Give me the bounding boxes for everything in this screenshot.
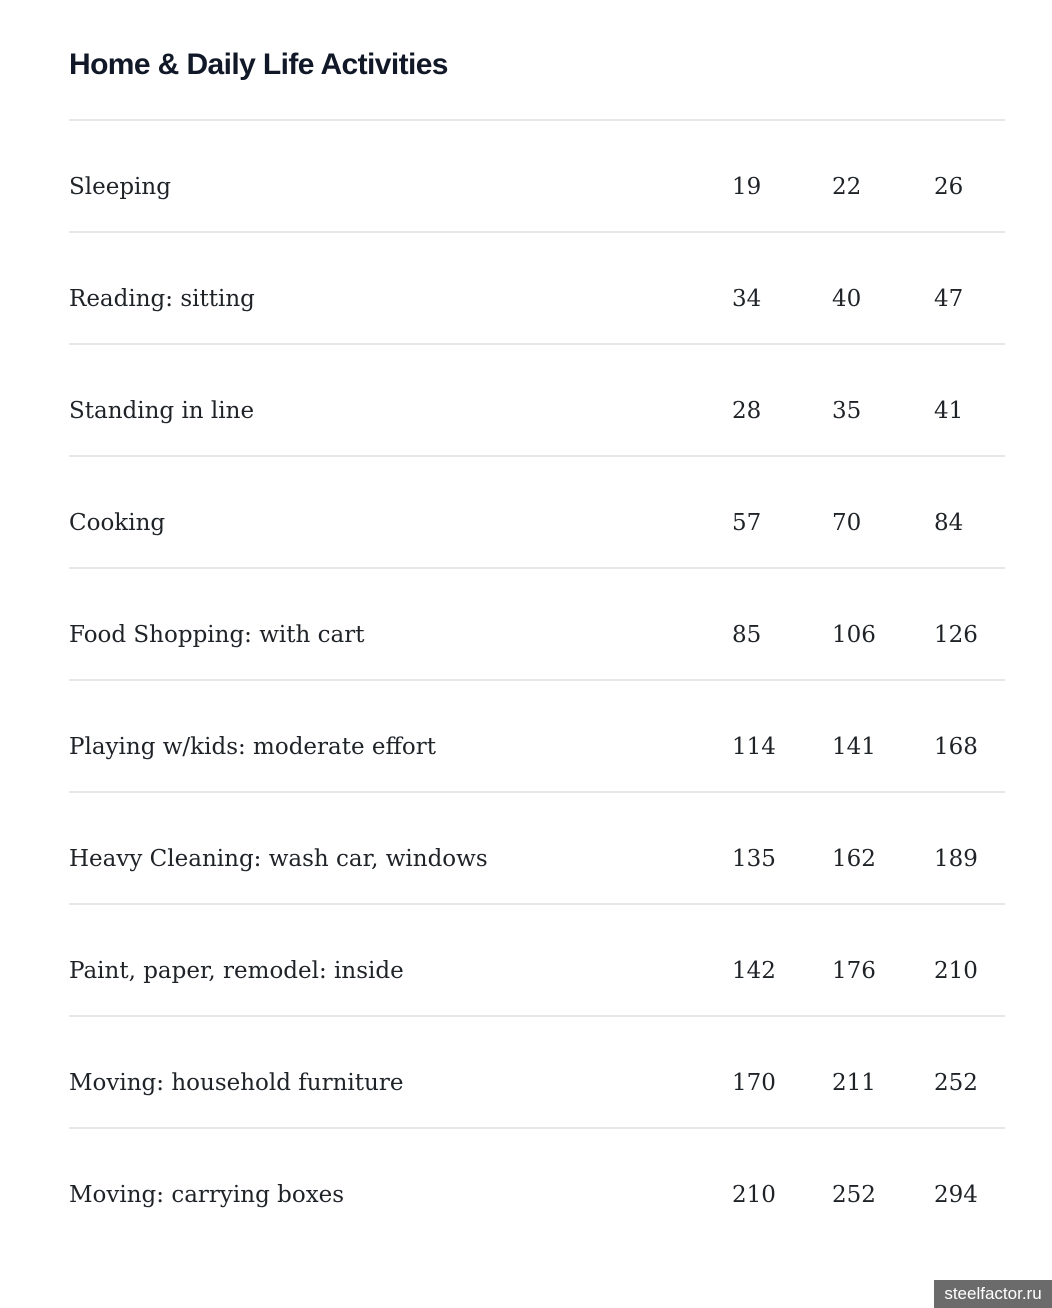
value-cell: 135 <box>732 846 776 872</box>
table-row <box>69 905 1005 1017</box>
activity-name: Moving: household furniture <box>69 1070 404 1096</box>
value-cell: 57 <box>732 510 762 536</box>
activity-name: Paint, paper, remodel: inside <box>69 958 404 984</box>
watermark: steelfactor.ru <box>934 1280 1052 1308</box>
value-cell: 189 <box>934 846 978 872</box>
activity-name: Food Shopping: with cart <box>69 622 365 648</box>
value-cell: 252 <box>832 1182 876 1208</box>
table-row <box>69 793 1005 905</box>
table-row <box>69 1017 1005 1129</box>
value-cell: 211 <box>832 1070 876 1096</box>
table-row <box>69 1129 1005 1239</box>
value-cell: 47 <box>934 286 964 312</box>
value-cell: 114 <box>732 734 776 760</box>
table-row <box>69 233 1005 345</box>
value-cell: 35 <box>832 398 862 424</box>
value-cell: 34 <box>732 286 762 312</box>
activity-name: Moving: carrying boxes <box>69 1182 345 1208</box>
activity-name: Sleeping <box>69 174 171 200</box>
table-row <box>69 345 1005 457</box>
value-cell: 210 <box>934 958 978 984</box>
value-cell: 252 <box>934 1070 978 1096</box>
activity-name: Heavy Cleaning: wash car, windows <box>69 846 488 872</box>
value-cell: 41 <box>934 398 964 424</box>
activity-name: Playing w/kids: moderate effort <box>69 734 436 760</box>
value-cell: 85 <box>732 622 762 648</box>
value-cell: 84 <box>934 510 964 536</box>
value-cell: 106 <box>832 622 876 648</box>
value-cell: 28 <box>732 398 762 424</box>
value-cell: 142 <box>732 958 776 984</box>
activity-name: Reading: sitting <box>69 286 255 312</box>
value-cell: 70 <box>832 510 862 536</box>
value-cell: 294 <box>934 1182 978 1208</box>
value-cell: 176 <box>832 958 876 984</box>
value-cell: 170 <box>732 1070 776 1096</box>
table-row <box>69 457 1005 569</box>
value-cell: 210 <box>732 1182 776 1208</box>
table-row <box>69 681 1005 793</box>
value-cell: 40 <box>832 286 862 312</box>
value-cell: 141 <box>832 734 876 760</box>
activity-table <box>69 119 1005 1239</box>
value-cell: 162 <box>832 846 876 872</box>
value-cell: 168 <box>934 734 978 760</box>
page-title: Home & Daily Life Activities <box>69 48 448 81</box>
table-row <box>69 569 1005 681</box>
activity-name: Standing in line <box>69 398 255 424</box>
value-cell: 19 <box>732 174 762 200</box>
table-row <box>69 121 1005 233</box>
activity-name: Cooking <box>69 510 166 536</box>
value-cell: 26 <box>934 174 964 200</box>
value-cell: 126 <box>934 622 978 648</box>
value-cell: 22 <box>832 174 862 200</box>
